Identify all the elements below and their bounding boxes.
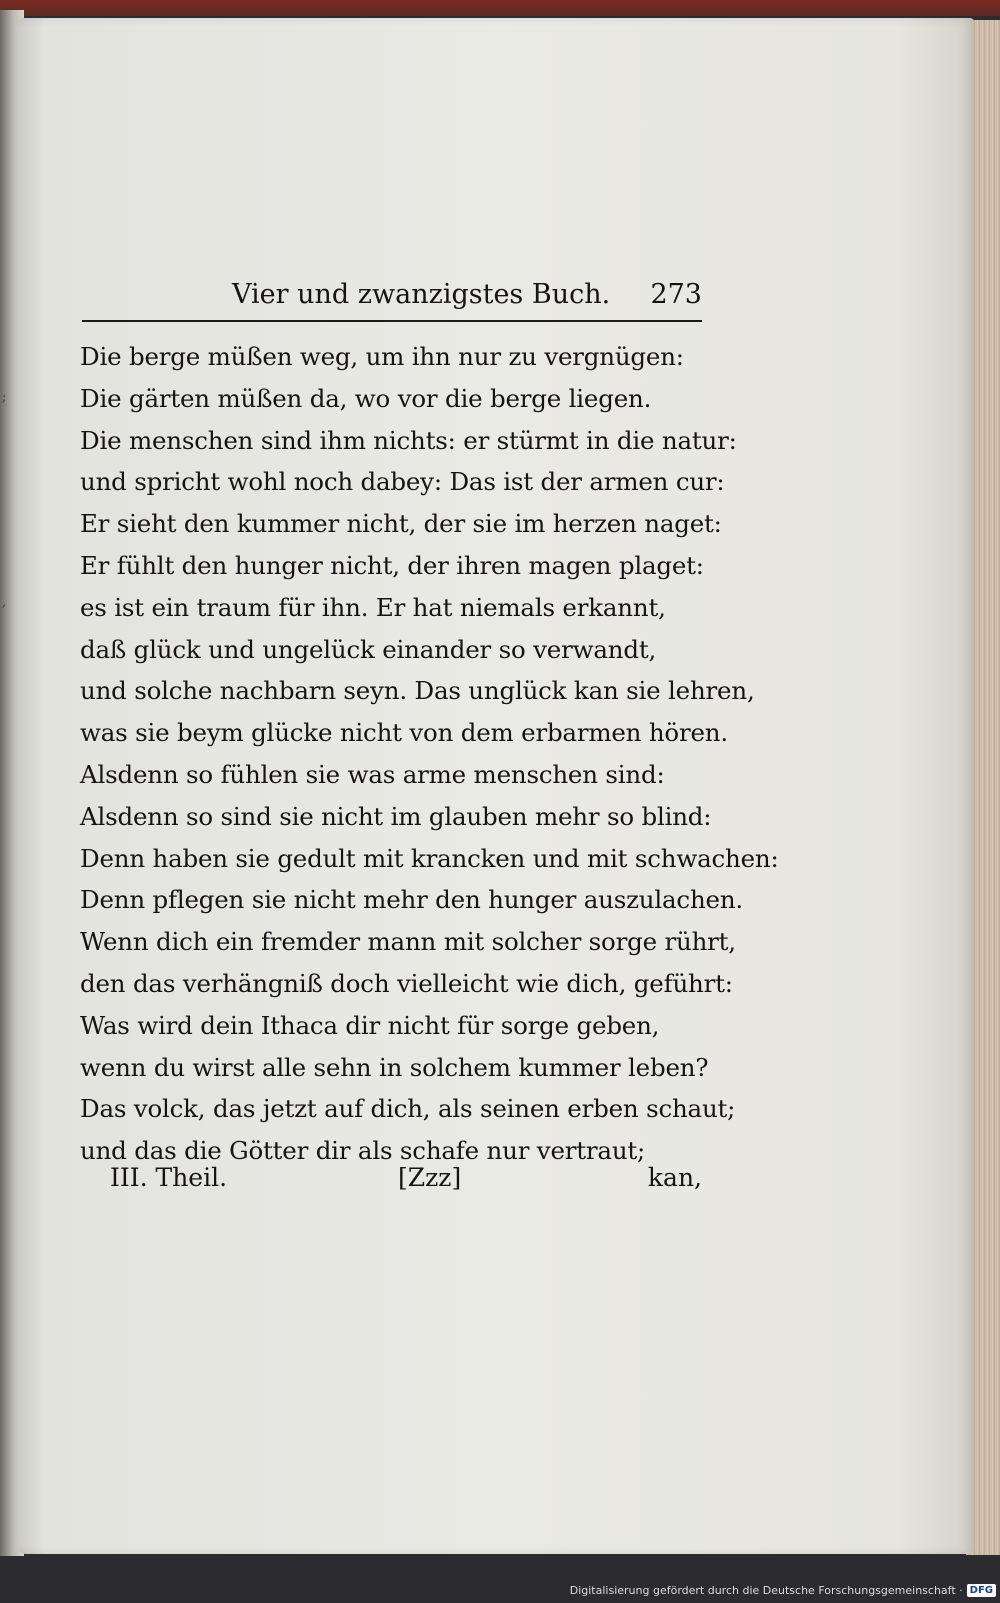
- dfg-logo-icon: DFG: [967, 1584, 996, 1597]
- verse-line: es ist ein traum für ihn. Er hat niemals erkannt,: [80, 592, 666, 622]
- catchword: kan,: [647, 1163, 702, 1192]
- running-title: Vier und zwanzigstes Buch.: [232, 279, 611, 310]
- gathering-signature: [Zzz]: [398, 1163, 462, 1192]
- verse-line: Er sieht den kummer nicht, der sie im herzen naget:: [80, 509, 722, 539]
- verse-line: den das verhängniß doch vielleicht wie dich, geführt:: [80, 968, 733, 998]
- digitization-credit: [570, 1581, 996, 1599]
- verse-line: Wenn dich ein fremder mann mit solcher sorge rührt,: [80, 927, 736, 957]
- viewer-footer: [0, 1556, 1000, 1603]
- verse-line: Die berge müßen weg, um ihn nur zu vergnügen:: [80, 342, 684, 371]
- running-head: [82, 279, 702, 319]
- verse-line: Die gärten müßen da, wo vor die berge liegen.: [80, 383, 652, 413]
- verse-line: daß glück und ungelück einander so verwandt,: [80, 634, 657, 664]
- verse-line: und das die Götter dir als schafe nur vertraut;: [80, 1136, 646, 1166]
- verse-line: Er fühlt den hunger nicht, der ihren magen plaget:: [80, 550, 704, 580]
- verse-line: was sie beym glücke nicht von dem erbarmen hören.: [80, 718, 728, 748]
- verse-line: und spricht wohl noch dabey: Das ist der armen cur:: [80, 467, 725, 497]
- verse-line: Die menschen sind ihm nichts: er stürmt in die natur:: [80, 425, 737, 455]
- verse-line: Denn haben sie gedult mit krancken und mit schwachen:: [80, 843, 779, 873]
- book-cover-edge: [0, 0, 1000, 16]
- facing-page-edge: ; ,: [0, 10, 24, 1565]
- verse-line: Das volck, das jetzt auf dich, als seinen erben schaut;: [80, 1094, 736, 1124]
- verse-text: [80, 336, 779, 1172]
- verse-line: Was wird dein Ithaca dir nicht für sorge geben,: [80, 1010, 660, 1040]
- verse-line: wenn du wirst alle sehn in solchem kummer leben?: [80, 1052, 709, 1082]
- volume-signature: III. Theil.: [110, 1163, 228, 1192]
- verse-line: Alsdenn so fühlen sie was arme menschen sind:: [80, 759, 665, 789]
- credit-text: Digitalisierung gefördert durch die Deutsche Forschungsgemeinschaft ·: [569, 1583, 963, 1597]
- page-footer: [80, 1163, 702, 1203]
- verse-line: Alsdenn so sind sie nicht im glauben mehr so blind:: [80, 801, 712, 831]
- verse-line: und solche nachbarn seyn. Das unglück kan sie lehren,: [80, 676, 755, 706]
- page-number: 273: [650, 279, 702, 310]
- verse-line: Denn pflegen sie nicht mehr den hunger auszulachen.: [80, 885, 743, 915]
- header-rule: [82, 320, 702, 322]
